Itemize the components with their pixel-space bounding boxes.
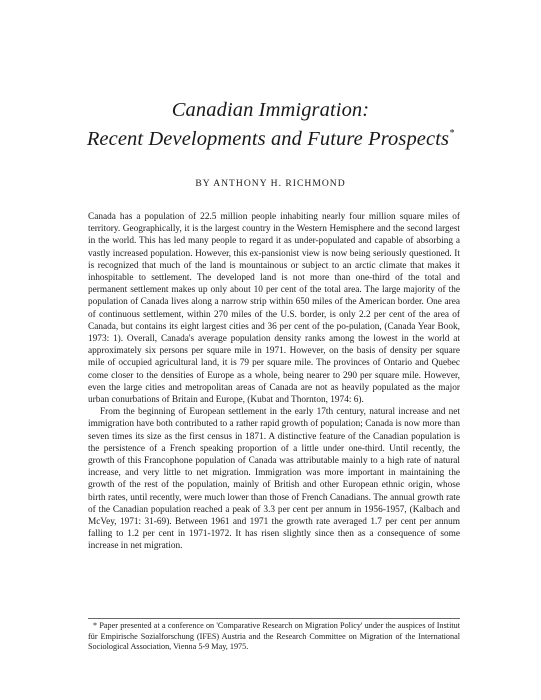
title-line-1: Canadian Immigration:	[171, 99, 370, 121]
body-paragraph-1: Canada has a population of 22.5 million people inhabiting nearly four million square miles of territory. Geographically, it is the largest country in the Western Hemisphere and the second largest in the world. This has led many people to regard it as under-populated and capable of absorbing a vastly increased population. However, this ex-pansionist view is now being seriously questioned. It is recognized that much of the land is mountainous or subject to an arctic climate that makes it inhospitable to settlement. The developed land is not more than one-third of the total and permanent settlement makes up only about 10 per cent of the total area. The large majority of the population of Canada lives along a narrow strip within 650 miles of the American border. One area of continuous settlement, within 270 miles of the U.S. border, is only 2.2 per cent of the area of Canada, but contains its eight largest cities and 36 per cent of the po-pulation, (Canada Year Book, 1973: 1). Overall, Canada's average population density ranks among the lowest in the world at approximately six persons per square mile in 1971. However, on the basis of density per square mile of occupied agricultural land, it is 79 per square mile. The provinces of Ontario and Quebec come closer to the densities of Europe as a whole, being nearer to 290 per square mile. However, even the large cities and metropolitan areas of Canada are not as heavily populated as the major urban conurbations of Britain and Europe, (Kubat and Thornton, 1974: 6).	[88, 212, 460, 406]
article-title	[0, 97, 541, 123]
title-line-2: Recent Developments and Future Prospects	[86, 128, 450, 150]
footnote-divider	[88, 618, 460, 619]
footnote-text: * Paper presented at a conference on 'Comparative Research on Migration Policy' under the auspices of Institut für Empirische Sozialforschung (IFES) Austria and the Research Committee on Migration of the International Sociological Association, Vienna 5-9 May, 1975.	[88, 621, 460, 652]
body-paragraph-2: From the beginning of European settlement in the early 17th century, natural increase and net immigration have both contributed to a rather rapid growth of population; Canada is now more than seven times its size as the first census in 1871. A distinctive feature of the Canadian population is the persistence of a French speaking proportion of a little under one-third. Until recently, the growth of this Francophone population of Canada was attributable mainly to a high rate of natural increase, and very little to net migration. Immigration was more important in maintaining the growth of the rest of the population, mainly of British and other European ethnic origin, whose birth rates, until recently, were much lower than those of French Canadians. The annual growth rate of the Canadian population reached a peak of 3.3 per cent per annum in 1956-1957, (Kalbach and McVey, 1971: 31-69). Between 1961 and 1971 the growth rate averaged 1.7 per cent per annum falling to 1.2 per cent in 1971-1972. It has risen slightly since then as a consequence of some increase in net migration.	[88, 407, 460, 552]
author-byline: BY ANTHONY H. RICHMOND	[195, 178, 346, 189]
footnote-marker: *	[449, 128, 455, 139]
footnote	[88, 621, 460, 653]
article-body	[88, 211, 460, 553]
article-subtitle	[0, 126, 541, 152]
